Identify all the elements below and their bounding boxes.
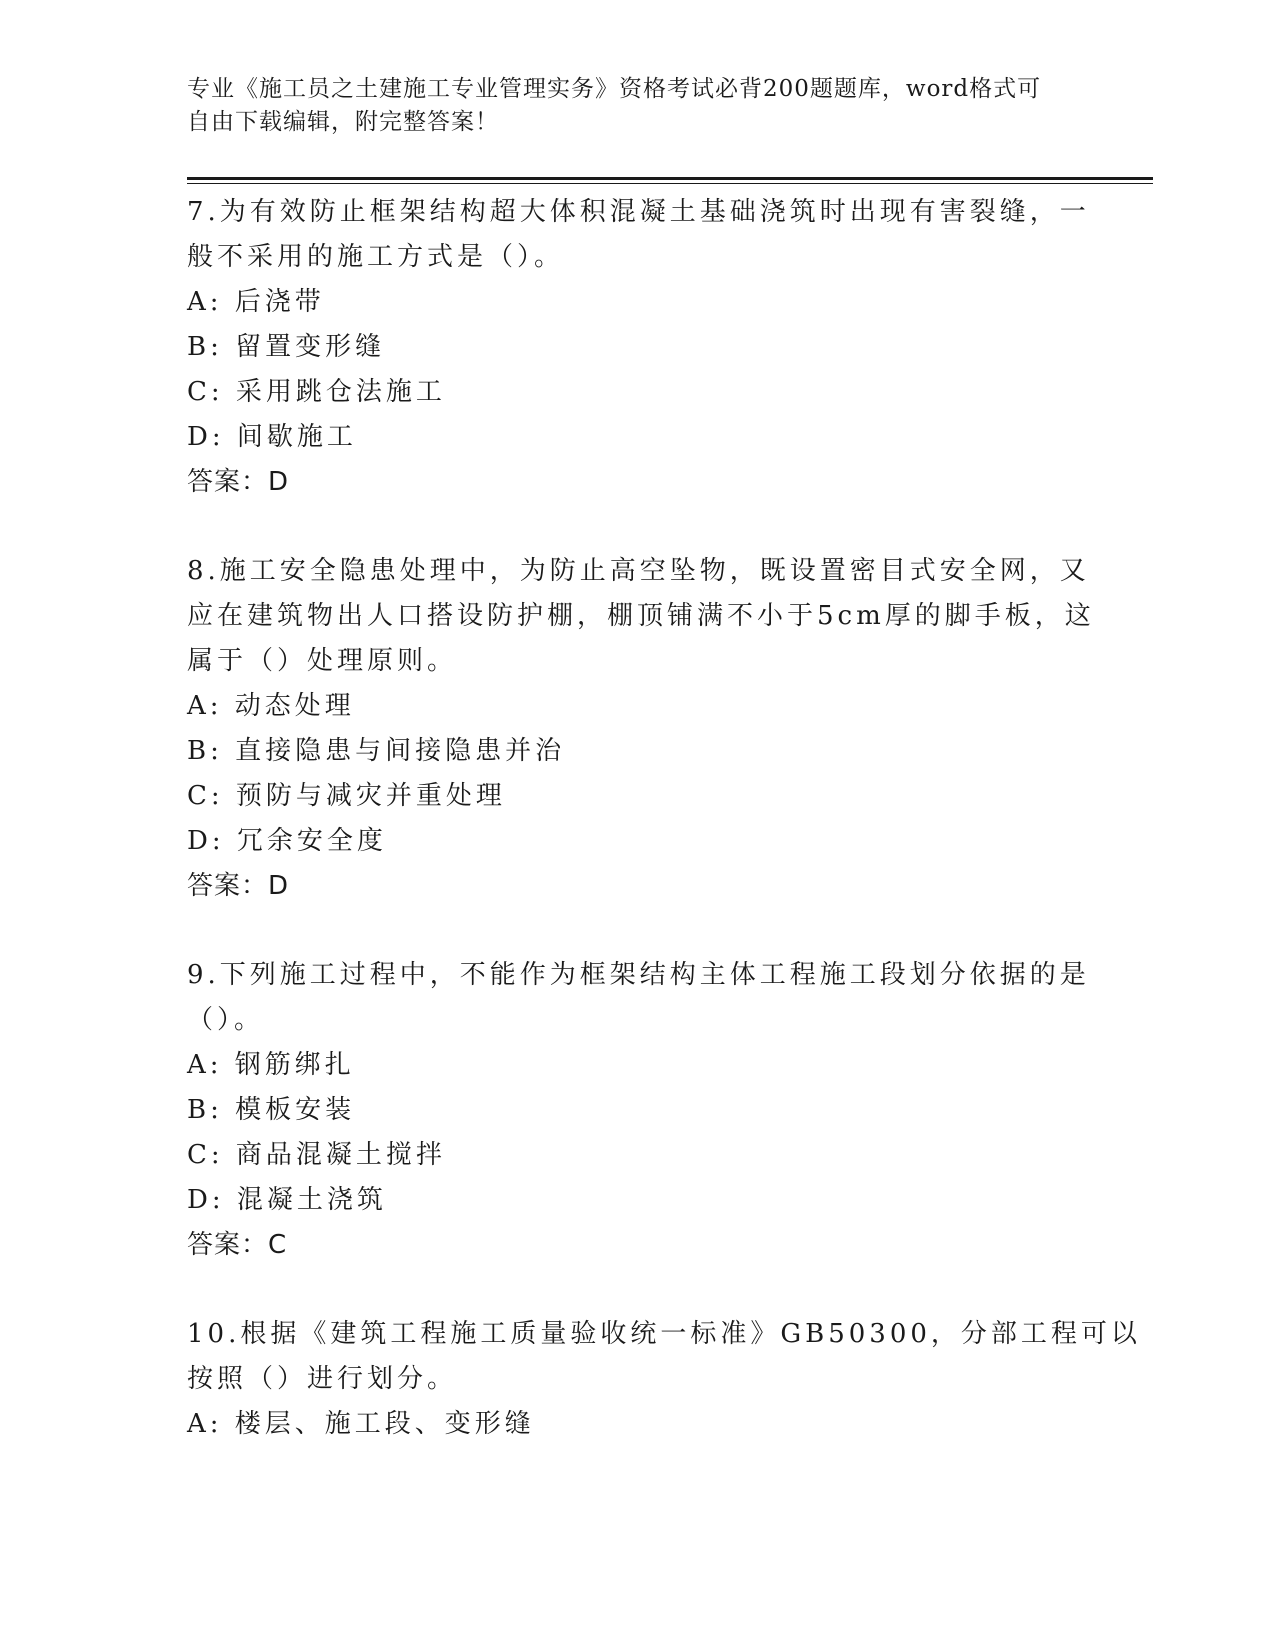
option-b: B: 留置变形缝 bbox=[187, 332, 386, 362]
document-header bbox=[187, 73, 1067, 139]
question-text: 8.施工安全隐患处理中，为防止高空坠物，既设置密目式安全网，又 bbox=[187, 556, 1090, 586]
option-a: A: 楼层、施工段、变形缝 bbox=[187, 1409, 535, 1439]
option-d: D: 混凝土浇筑 bbox=[187, 1185, 387, 1215]
option-b: B: 模板安装 bbox=[187, 1095, 356, 1125]
header-divider bbox=[187, 177, 1153, 180]
question-list bbox=[187, 190, 1141, 1491]
option-b: B: 直接隐患与间接隐患并治 bbox=[187, 736, 566, 766]
question-text: 7.为有效防止框架结构超大体积混凝土基础浇筑时出现有害裂缝，一 bbox=[187, 197, 1090, 227]
option-a: A: 后浇带 bbox=[187, 287, 325, 317]
question-8 bbox=[187, 549, 1095, 909]
header-divider-thin bbox=[187, 183, 1153, 184]
option-d: D: 冗余安全度 bbox=[187, 826, 387, 856]
question-text: 10.根据《建筑工程施工质量验收统一标准》GB50300，分部工程可以 bbox=[187, 1319, 1141, 1349]
question-text: （）。 bbox=[187, 1005, 265, 1035]
option-d: D: 间歇施工 bbox=[187, 422, 357, 452]
answer: 答案：C bbox=[187, 1230, 288, 1260]
question-10 bbox=[187, 1312, 1141, 1447]
question-text: 应在建筑物出人口搭设防护棚，棚顶铺满不小于5cm厚的脚手板，这 bbox=[187, 601, 1095, 631]
question-text: 属于（）处理原则。 bbox=[187, 646, 458, 676]
question-7 bbox=[187, 190, 1090, 505]
question-text: 9.下列施工过程中，不能作为框架结构主体工程施工段划分依据的是 bbox=[187, 960, 1090, 990]
option-c: C: 预防与减灾并重处理 bbox=[187, 781, 506, 811]
option-a: A: 钢筋绑扎 bbox=[187, 1050, 355, 1080]
answer: 答案：D bbox=[187, 467, 290, 497]
question-text: 般不采用的施工方式是（）。 bbox=[187, 242, 565, 272]
header-line: 专业《施工员之土建施工专业管理实务》资格考试必背200题题库，word格式可 bbox=[187, 76, 1042, 102]
question-9 bbox=[187, 953, 1090, 1268]
option-c: C: 商品混凝土搅拌 bbox=[187, 1140, 446, 1170]
answer: 答案：D bbox=[187, 871, 290, 901]
option-a: A: 动态处理 bbox=[187, 691, 355, 721]
header-line: 自由下载编辑，附完整答案！ bbox=[187, 109, 499, 135]
option-c: C: 采用跳仓法施工 bbox=[187, 377, 446, 407]
question-text: 按照（）进行划分。 bbox=[187, 1364, 458, 1394]
